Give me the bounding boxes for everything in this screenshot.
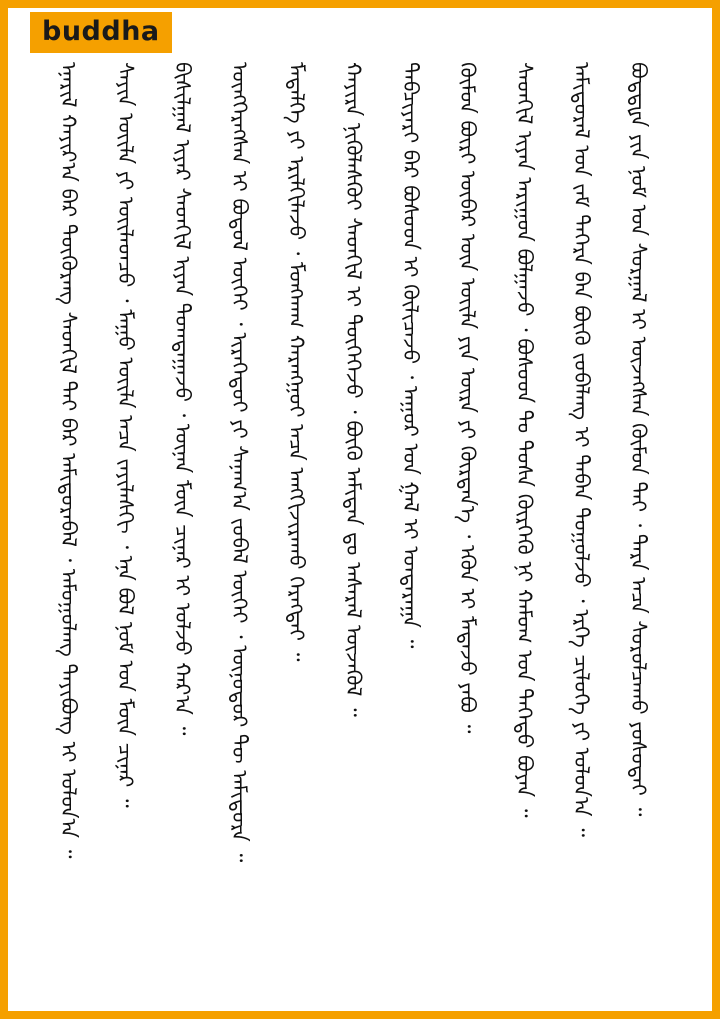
script-column: ᠲᠡᠪᠴᠢᠶᠡᠷᠢ ᠪᠡᠷ ᠪᠤᠰᠤᠳ ᠢ ᠬᠦᠯᠢᠴᠡᠵᠦ ᠂ ᠠᠭᠤᠷ ᠤᠨ ᠭᠠᠯ ᠢ ᠤᠨᠲᠠᠷᠠᠭᠠ ᠃ (398, 62, 423, 649)
script-column: ᠰᠠᠶᠢᠨ ᠦᠢᠯᠡ ᠶᠢ ᠦᠢᠯᠡᠳᠴᠦ ᠂ ᠮᠠᠭᠤ ᠦᠢᠯᠡ ᠠᠴᠠ ᠵᠠᠶᠢᠯᠠᠰᠬᠢ ᠂ ᠡᠨᠡ ᠪᠣᠯ ᠨᠣᠮ ᠤᠨ ᠮᠥᠨ ᠴᠢᠨᠠᠷ ᠃ (113, 62, 138, 808)
script-column: ᠪᠤᠳ᠋ᠳ᠋ᠾᠠ ᠶᠢᠨ ᠨᠣᠮ ᠤᠨ ᠰᠤᠷᠭᠠᠯ ᠢ ᠦᠵᠡᠭᠰᠡᠨ ᠬᠦᠮᠦᠨ ᠲᠡᠢ ᠂ ᠲᠡᠷᠡ ᠠᠴᠠ ᠰᠤᠷᠤᠯᠴᠠᠬᠤ ᠶᠣᠰᠣᠲᠠᠢ ᠃ (626, 62, 651, 817)
script-column: ᠡᠨᠡᠷᠢᠯ ᠬᠠᠶᠢᠷ᠎ᠠ ᠪᠠᠷ ᠳᠦᠭᠦᠷᠡᠩ ᠰᠡᠳᠬᠢᠯ ᠲᠡᠢ ᠪᠡᠷ ᠠᠮᠢᠳᠤᠷᠠᠪᠠᠯ ᠂ ᠠᠮᠤᠭᠤᠯᠠᠩ ᠲᠠᠶᠢᠪᠤᠩ ᠢ ᠣᠯᠤᠨ᠎ᠠ ᠃ (56, 62, 81, 859)
script-column: ᠮᠡᠳᠡᠯᠭᠡ ᠶᠢ ᠡᠷᠢᠯᠬᠢᠯᠡᠵᠦ ᠂ ᠮᠤᠩᠬᠠᠭ ᠬᠠᠷᠠᠩᠭᠤᠢ ᠠᠴᠠ ᠠᠩᠭᠢᠵᠢᠷᠠᠬᠤ ᠬᠡᠷᠡᠭᠲᠡᠢ ᠃ (284, 62, 309, 662)
script-column: ᠠᠮᠢᠳᠤᠷᠠᠯ ᠤᠨ ᠵᠠᠮ ᠳᠡᠭᠡᠷᠡ ᠪᠡᠨ ᠪᠦᠬᠦ ᠵᠣᠪᠠᠯᠠᠩ ᠢ ᠳᠠᠪᠠᠨ ᠲᠤᠭᠤᠯᠵᠤ ᠂ ᠡᠷᠬᠡ ᠴᠢᠯᠦᠭᠡ ᠶᠢ ᠣᠯᠤᠨ᠎ᠠ ᠃ (569, 62, 594, 837)
script-column: ᠥᠩᠭᠡᠷᠡᠭᠰᠡᠨ ᠢ ᠪᠣᠳᠣᠯ ᠦᠭᠡᠢ ᠂ ᠢᠷᠡᠭᠡᠳᠦᠢ ᠶᠢ ᠰᠠᠨᠠᠭ᠎ᠠ ᠵᠣᠪᠠᠯ ᠦᠭᠡᠢ ᠂ ᠥᠨᠥᠳᠥᠷ ᠲᠦ ᠠᠮᠢᠳᠤᠷᠠ ᠃ (227, 62, 252, 863)
mongolian-script-body (50, 62, 680, 992)
watermark-label: buddha (30, 12, 172, 53)
script-column: ᠬᠦᠮᠦᠨ ᠪᠦᠷᠢ ᠥᠪᠡᠷ ᠦᠨ ᠦᠢᠯᠡ ᠶᠢᠨ ᠦᠷᠡ ᠶᠢ ᠬᠦᠷᠲᠡᠨ᠎ᠡ ᠂ ᠡᠭᠦᠨ ᠢ ᠮᠡᠳᠡᠵᠦ ᠶᠠᠪᠤ ᠃ (455, 62, 480, 734)
script-column: ᠬᠠᠶᠢᠷᠠ ᠨᠢᠭᠦᠯᠡᠰᠬᠦᠢ ᠰᠡᠳᠬᠢᠯ ᠢ ᠲᠦᠭᠡᠭᠡᠵᠦ ᠂ ᠪᠦᠬᠦ ᠠᠮᠢᠲᠠᠨ ᠳᠤ ᠠᠰᠠᠷᠠᠯ ᠦᠵᠡᠭᠦᠯ ᠃ (341, 62, 366, 717)
script-column: ᠰᠡᠳᠬᠢᠯ ᠢᠶᠡᠨ ᠠᠷᠢᠭᠤᠨ ᠪᠣᠯᠭᠠᠵᠤ ᠂ ᠪᠤᠰᠤᠳ ᠲᠤ ᠲᠤᠰᠠ ᠬᠦᠷᠭᠡᠬᠦ ᠨᠢ ᠬᠠᠮᠤᠭ ᠤᠨ ᠳᠡᠭᠡᠳᠦ ᠪᠤᠶᠠᠨ ᠃ (512, 62, 537, 818)
script-column: ᠪᠢᠰᠢᠯᠭᠠᠯ ᠢᠶᠠᠷ ᠰᠡᠳᠬᠢᠯ ᠢᠶᠡᠨ ᠲᠣᠭᠲᠠᠭᠠᠵᠤ ᠂ ᠦᠨᠡᠨ ᠮᠥᠨ ᠴᠢᠨᠠᠷ ᠢ ᠣᠯᠵᠤ ᠬᠠᠷ᠎ᠠ ᠃ (170, 62, 195, 736)
